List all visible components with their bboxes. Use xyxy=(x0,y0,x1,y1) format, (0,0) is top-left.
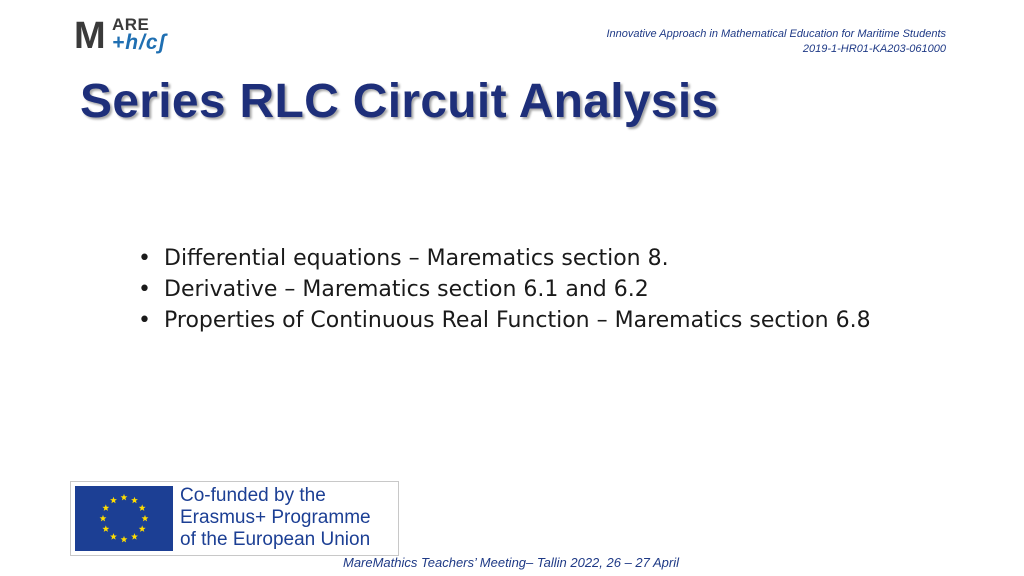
eu-flag-stars xyxy=(75,486,173,551)
erasmus-cofunded-badge xyxy=(70,481,399,556)
logo-math-symbols: +h/cʃ xyxy=(112,31,167,54)
eu-star-icon xyxy=(102,504,109,511)
project-header xyxy=(606,27,946,57)
slide-title: Series RLC Circuit Analysis xyxy=(80,75,719,128)
footer-text xyxy=(0,555,1024,570)
eu-star-icon xyxy=(110,533,117,540)
bullet-item: • Derivative – Marematics section 6.1 and 6.2 xyxy=(138,274,871,305)
eu-star-icon xyxy=(110,497,117,504)
eu-text-line: Erasmus+ Programme xyxy=(180,507,371,528)
project-code: 2019-1-HR01-KA203-061000 xyxy=(802,43,946,55)
bullet-item: • Differential equations – Marematics section 8. xyxy=(138,243,871,274)
eu-text-line: of the European Union xyxy=(180,529,371,550)
eu-star-icon xyxy=(121,494,128,501)
eu-star-icon xyxy=(142,515,149,522)
eu-star-icon xyxy=(121,536,128,543)
eu-star-icon xyxy=(139,525,146,532)
eu-star-icon xyxy=(102,525,109,532)
eu-funding-text xyxy=(180,485,371,551)
maremathics-logo xyxy=(74,15,198,59)
eu-star-icon xyxy=(139,504,146,511)
bullet-item: • Properties of Continuous Real Function – Marematics section 6.8 xyxy=(138,305,871,336)
eu-flag-icon xyxy=(75,486,173,551)
eu-star-icon xyxy=(131,533,138,540)
project-title: Innovative Approach in Mathematical Education for Maritime Students xyxy=(606,28,946,40)
eu-text-line: Co-funded by the xyxy=(180,485,326,506)
footer-label: MareMathics Teachers’ Meeting– Tallin 2022, 26 – 27 April xyxy=(342,555,680,570)
logo-m: M xyxy=(74,15,105,57)
eu-star-icon xyxy=(100,515,107,522)
logo-are: ARE xyxy=(112,15,150,34)
bullet-list xyxy=(138,243,871,336)
eu-star-icon xyxy=(131,497,138,504)
